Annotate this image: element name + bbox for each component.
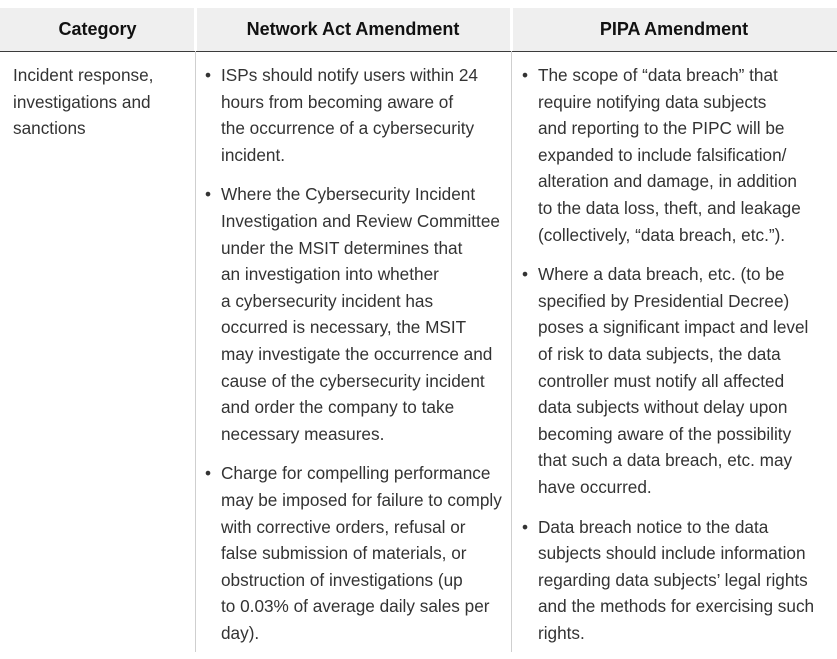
list-item <box>522 261 834 500</box>
list-item-line: Where the Cybersecurity Incident <box>221 184 476 205</box>
list-item <box>522 62 834 248</box>
list-item-line: day). <box>221 622 260 643</box>
pipa-cell <box>522 62 834 659</box>
list-item-line: require notifying data subjects <box>538 91 767 112</box>
list-item-line: cause of the cybersecurity incident <box>221 370 485 391</box>
list-item-line: rights. <box>538 622 585 643</box>
list-item-line: becoming aware of the possibility <box>538 423 792 444</box>
list-item-line: specified by Presidential Decree) <box>538 290 790 311</box>
bullet-icon: • <box>522 516 529 537</box>
pipa-list <box>522 62 834 646</box>
category-line: Incident response, <box>13 65 154 85</box>
list-item-line: ISPs should notify users within 24 <box>221 65 478 85</box>
column-header-pipa: PIPA Amendment <box>599 19 749 39</box>
bullet-icon: • <box>205 65 212 85</box>
list-item-line: alteration and damage, in addition <box>538 171 797 192</box>
list-item-line: and the methods for exercising such <box>538 596 815 617</box>
bullet-icon: • <box>522 264 529 285</box>
header-divider <box>510 8 513 51</box>
list-item-line: and order the company to take <box>221 397 455 418</box>
category-cell <box>13 62 188 142</box>
list-item-line: under the MSIT determines that <box>221 237 463 258</box>
list-item-line: Where a data breach, etc. (to be <box>538 264 785 285</box>
list-item <box>522 514 834 647</box>
column-divider <box>195 8 196 652</box>
bullet-icon: • <box>205 184 212 205</box>
list-item-line: expanded to include falsification/ <box>538 144 787 165</box>
header-divider <box>194 8 197 51</box>
bullet-icon: • <box>522 65 529 85</box>
list-item-line: the occurrence of a cybersecurity <box>221 118 475 139</box>
network-act-cell <box>205 62 505 659</box>
list-item <box>205 460 505 646</box>
column-header-category: Category <box>58 19 137 39</box>
list-item-line: may be imposed for failure to comply <box>221 489 502 510</box>
list-item-line: Investigation and Review Committee <box>221 210 500 231</box>
list-item-line: The scope of “data breach” that <box>538 65 778 85</box>
list-item-line: data subjects without delay upon <box>538 397 788 418</box>
list-item-line: subjects should include information <box>538 543 806 564</box>
category-line: sanctions <box>13 118 86 139</box>
list-item-line: Data breach notice to the data <box>538 516 769 537</box>
column-header-network-act: Network Act Amendment <box>246 19 460 39</box>
list-item-line: a cybersecurity incident has <box>221 290 434 311</box>
bullet-icon: • <box>205 463 212 484</box>
list-item-line: necessary measures. <box>221 423 385 444</box>
table-header <box>0 8 837 52</box>
category-line: investigations and <box>13 91 151 112</box>
list-item-line: may investigate the occurrence and <box>221 343 493 364</box>
list-item-line: Charge for compelling performance <box>221 463 491 484</box>
list-item-line: that such a data breach, etc. may <box>538 450 793 471</box>
list-item <box>205 62 505 168</box>
list-item-line: to the data loss, theft, and leakage <box>538 197 801 218</box>
list-item-line: hours from becoming aware of <box>221 91 454 112</box>
list-item-line: false submission of materials, or <box>221 543 467 564</box>
network-act-list <box>205 62 505 646</box>
list-item-line: and reporting to the PIPC will be <box>538 118 785 139</box>
list-item-line: with corrective orders, refusal or <box>221 516 466 537</box>
list-item-line: an investigation into whether <box>221 264 439 285</box>
list-item <box>205 181 505 447</box>
list-item-line: poses a significant impact and level <box>538 317 809 338</box>
list-item-line: (collectively, “data breach, etc.”). <box>538 224 786 245</box>
list-item-line: have occurred. <box>538 476 652 497</box>
list-item-line: regarding data subjects’ legal rights <box>538 569 808 590</box>
column-divider <box>511 8 512 652</box>
list-item-line: incident. <box>221 144 286 165</box>
list-item-line: of risk to data subjects, the data <box>538 343 781 364</box>
list-item-line: obstruction of investigations (up <box>221 569 463 590</box>
list-item-line: occurred is necessary, the MSIT <box>221 317 467 338</box>
list-item-line: controller must notify all affected <box>538 370 785 391</box>
list-item-line: to 0.03% of average daily sales per <box>221 596 490 617</box>
